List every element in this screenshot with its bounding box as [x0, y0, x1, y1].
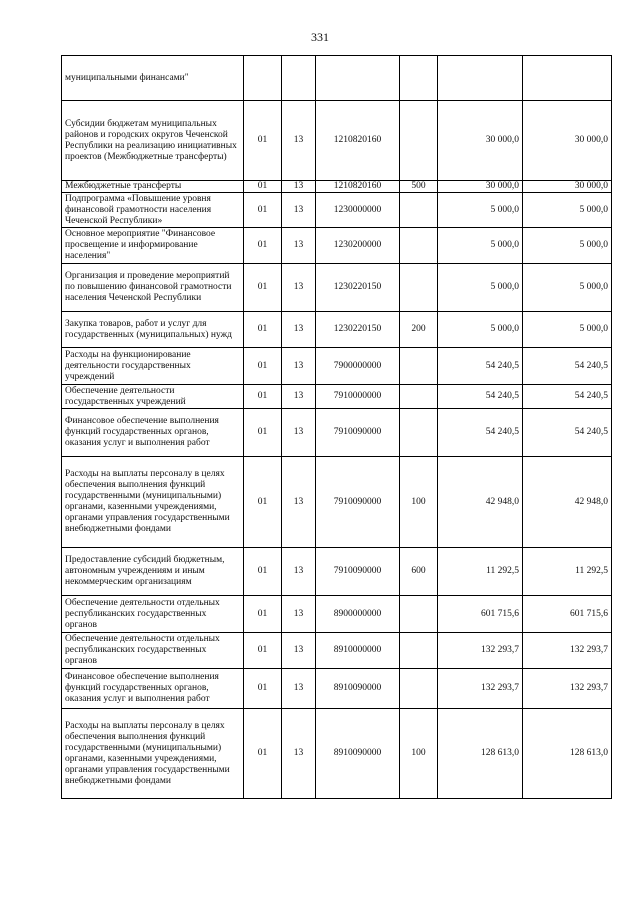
row-name-cell: муниципальными финансами": [62, 56, 244, 101]
target-article-cell: 1230220150: [316, 312, 400, 348]
target-article-cell: 7910090000: [316, 409, 400, 457]
target-article-cell: 8900000000: [316, 596, 400, 633]
amount-2-cell: 132 293,7: [523, 669, 612, 709]
row-name-cell: Предоставление субсидий бюджетным, автономным учреждениям и иным некоммерческим организациям: [62, 548, 244, 596]
amount-2-cell: 132 293,7: [523, 633, 612, 669]
section-code-cell: 01: [244, 596, 282, 633]
amount-1-cell: 54 240,5: [438, 385, 523, 409]
budget-table: [61, 55, 612, 799]
amount-2-cell: [523, 56, 612, 101]
amount-2-cell: 5 000,0: [523, 228, 612, 264]
subsection-code-cell: 13: [282, 385, 316, 409]
row-name-cell: Субсидии бюджетам муниципальных районов и городских округов Чеченской Республики на реализацию инициативных проектов (Межбюджетные трансферты): [62, 101, 244, 181]
row-name-cell: Расходы на выплаты персоналу в целях обеспечения выполнения функций государственными (муниципальными) органами, казенными учреждениями, органами управления государственными внебюджетными фондами: [62, 457, 244, 548]
target-article-cell: [316, 56, 400, 101]
amount-2-cell: 5 000,0: [523, 312, 612, 348]
row-name-cell: Расходы на выплаты персоналу в целях обеспечения выполнения функций государственными (муниципальными) органами, казенными учреждениями, органами управления государственными внебюджетными фондами: [62, 709, 244, 799]
row-name-cell: Закупка товаров, работ и услуг для государственных (муниципальных) нужд: [62, 312, 244, 348]
row-name-cell: Обеспечение деятельности отдельных республиканских государственных органов: [62, 596, 244, 633]
table-row: [62, 457, 612, 548]
table-row: [62, 228, 612, 264]
table-row: [62, 348, 612, 385]
section-code-cell: 01: [244, 385, 282, 409]
amount-1-cell: 5 000,0: [438, 264, 523, 312]
row-name-cell: Обеспечение деятельности отдельных республиканских государственных органов: [62, 633, 244, 669]
section-code-cell: 01: [244, 228, 282, 264]
expense-type-cell: [400, 228, 438, 264]
amount-2-cell: 42 948,0: [523, 457, 612, 548]
expense-type-cell: [400, 633, 438, 669]
expense-type-cell: [400, 348, 438, 385]
row-name-cell: Расходы на функционирование деятельности государственных учреждений: [62, 348, 244, 385]
subsection-code-cell: 13: [282, 457, 316, 548]
amount-1-cell: 30 000,0: [438, 101, 523, 181]
row-name-cell: Организация и проведение мероприятий по повышению финансовой грамотности населения Чеченской Республики: [62, 264, 244, 312]
table-row: [62, 409, 612, 457]
target-article-cell: 1210820160: [316, 101, 400, 181]
row-name-cell: Обеспечение деятельности государственных учреждений: [62, 385, 244, 409]
expense-type-cell: [400, 669, 438, 709]
amount-2-cell: 5 000,0: [523, 193, 612, 228]
amount-1-cell: 5 000,0: [438, 193, 523, 228]
subsection-code-cell: [282, 56, 316, 101]
subsection-code-cell: 13: [282, 633, 316, 669]
section-code-cell: 01: [244, 548, 282, 596]
amount-2-cell: 54 240,5: [523, 348, 612, 385]
subsection-code-cell: 13: [282, 548, 316, 596]
amount-1-cell: [438, 56, 523, 101]
section-code-cell: 01: [244, 312, 282, 348]
section-code-cell: 01: [244, 348, 282, 385]
row-name-cell: Основное мероприятие "Финансовое просвещение и информирование населения": [62, 228, 244, 264]
section-code-cell: 01: [244, 633, 282, 669]
expense-type-cell: 100: [400, 457, 438, 548]
amount-2-cell: 54 240,5: [523, 409, 612, 457]
table-row: [62, 101, 612, 181]
table-row: [62, 385, 612, 409]
table-row: [62, 181, 612, 193]
table-row: [62, 548, 612, 596]
subsection-code-cell: 13: [282, 669, 316, 709]
amount-2-cell: 11 292,5: [523, 548, 612, 596]
amount-1-cell: 42 948,0: [438, 457, 523, 548]
amount-2-cell: 128 613,0: [523, 709, 612, 799]
table-body: [62, 56, 612, 799]
amount-1-cell: 54 240,5: [438, 348, 523, 385]
amount-2-cell: 54 240,5: [523, 385, 612, 409]
amount-1-cell: 11 292,5: [438, 548, 523, 596]
expense-type-cell: 500: [400, 181, 438, 193]
subsection-code-cell: 13: [282, 348, 316, 385]
section-code-cell: 01: [244, 101, 282, 181]
expense-type-cell: 100: [400, 709, 438, 799]
subsection-code-cell: 13: [282, 409, 316, 457]
table-row: [62, 669, 612, 709]
section-code-cell: 01: [244, 457, 282, 548]
amount-1-cell: 128 613,0: [438, 709, 523, 799]
expense-type-cell: [400, 596, 438, 633]
target-article-cell: 7910000000: [316, 385, 400, 409]
subsection-code-cell: 13: [282, 193, 316, 228]
expense-type-cell: [400, 193, 438, 228]
table-row: [62, 709, 612, 799]
target-article-cell: 7910090000: [316, 548, 400, 596]
amount-1-cell: 601 715,6: [438, 596, 523, 633]
target-article-cell: 1230220150: [316, 264, 400, 312]
expense-type-cell: 200: [400, 312, 438, 348]
table-row: [62, 193, 612, 228]
section-code-cell: 01: [244, 669, 282, 709]
table-row: [62, 312, 612, 348]
target-article-cell: 8910000000: [316, 633, 400, 669]
subsection-code-cell: 13: [282, 264, 316, 312]
amount-1-cell: 132 293,7: [438, 669, 523, 709]
expense-type-cell: [400, 264, 438, 312]
amount-2-cell: 5 000,0: [523, 264, 612, 312]
amount-1-cell: 5 000,0: [438, 312, 523, 348]
table-row: [62, 633, 612, 669]
amount-1-cell: 54 240,5: [438, 409, 523, 457]
amount-1-cell: 5 000,0: [438, 228, 523, 264]
section-code-cell: 01: [244, 193, 282, 228]
expense-type-cell: [400, 409, 438, 457]
amount-1-cell: 30 000,0: [438, 181, 523, 193]
section-code-cell: 01: [244, 264, 282, 312]
subsection-code-cell: 13: [282, 181, 316, 193]
target-article-cell: 8910090000: [316, 669, 400, 709]
target-article-cell: 7910090000: [316, 457, 400, 548]
target-article-cell: 1230000000: [316, 193, 400, 228]
amount-1-cell: 132 293,7: [438, 633, 523, 669]
row-name-cell: Межбюджетные трансферты: [62, 181, 244, 193]
amount-2-cell: 30 000,0: [523, 181, 612, 193]
page-number: 331: [311, 30, 329, 44]
section-code-cell: [244, 56, 282, 101]
amount-2-cell: 601 715,6: [523, 596, 612, 633]
expense-type-cell: [400, 56, 438, 101]
expense-type-cell: [400, 101, 438, 181]
row-name-cell: Финансовое обеспечение выполнения функций государственных органов, оказания услуг и выполнения работ: [62, 409, 244, 457]
table-row: [62, 56, 612, 101]
row-name-cell: Финансовое обеспечение выполнения функций государственных органов, оказания услуг и выполнения работ: [62, 669, 244, 709]
subsection-code-cell: 13: [282, 228, 316, 264]
row-name-cell: Подпрограмма «Повышение уровня финансовой грамотности населения Чеченской Республики»: [62, 193, 244, 228]
section-code-cell: 01: [244, 409, 282, 457]
table-row: [62, 264, 612, 312]
expense-type-cell: [400, 385, 438, 409]
table-row: [62, 596, 612, 633]
subsection-code-cell: 13: [282, 709, 316, 799]
section-code-cell: 01: [244, 709, 282, 799]
amount-2-cell: 30 000,0: [523, 101, 612, 181]
expense-type-cell: 600: [400, 548, 438, 596]
section-code-cell: 01: [244, 181, 282, 193]
subsection-code-cell: 13: [282, 312, 316, 348]
target-article-cell: 1230200000: [316, 228, 400, 264]
target-article-cell: 1210820160: [316, 181, 400, 193]
subsection-code-cell: 13: [282, 101, 316, 181]
target-article-cell: 7900000000: [316, 348, 400, 385]
target-article-cell: 8910090000: [316, 709, 400, 799]
subsection-code-cell: 13: [282, 596, 316, 633]
